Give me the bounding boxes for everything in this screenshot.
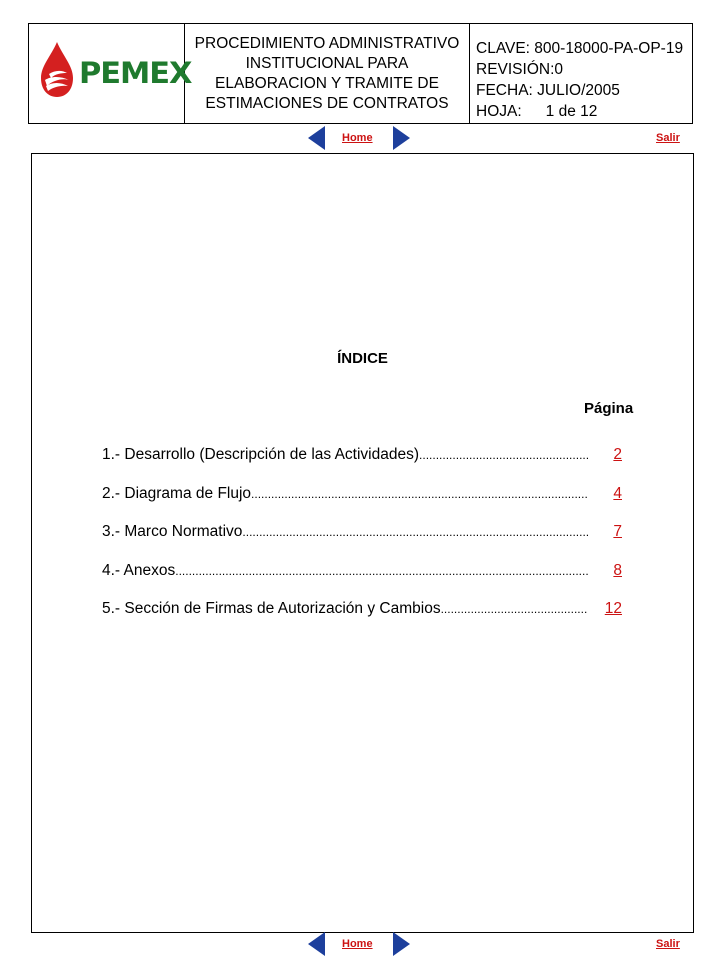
salir-link[interactable]: Salir — [656, 132, 680, 144]
content-frame — [31, 153, 694, 933]
toc-page-link[interactable]: 4 — [613, 484, 622, 502]
clave: CLAVE: 800-18000-PA-OP-19 — [476, 40, 684, 57]
fecha: FECHA: JULIO/2005 — [476, 82, 620, 99]
table-of-contents — [102, 446, 622, 639]
revision: REVISIÓN:0 — [476, 61, 563, 78]
bottom-navigation — [0, 932, 720, 958]
salir-link[interactable]: Salir — [656, 938, 680, 950]
previous-page-arrow-icon[interactable] — [308, 126, 325, 150]
toc-page-link[interactable]: 12 — [604, 600, 622, 617]
toc-item-label: 1.- Desarrollo (Descripción de las Actividades) — [102, 446, 420, 463]
toc-leader-dots — [441, 602, 588, 616]
toc-leader-dots — [175, 564, 588, 578]
document-metadata — [470, 24, 692, 123]
document-header — [28, 23, 693, 124]
toc-item — [102, 485, 622, 524]
next-page-arrow-icon[interactable] — [393, 932, 410, 956]
title-line-1: PROCEDIMIENTO ADMINISTRATIVO — [194, 34, 460, 52]
toc-item — [102, 562, 622, 601]
toc-item-label: 3.- Marco Normativo — [102, 523, 243, 540]
title-line-3: ELABORACION Y TRAMITE DE — [215, 74, 439, 92]
toc-item — [102, 600, 622, 639]
hoja-label: HOJA: — [476, 103, 522, 120]
page-column-header: Página — [584, 400, 634, 417]
procedure-title — [185, 24, 470, 123]
toc-page-link[interactable]: 8 — [613, 561, 622, 579]
title-line-2: INSTITUCIONAL PARA — [245, 54, 409, 72]
home-link[interactable]: Home — [342, 132, 373, 144]
title-line-4: ESTIMACIONES DE CONTRATOS — [205, 94, 449, 112]
index-title: ÍNDICE — [337, 350, 388, 367]
hoja-value: 1 de 12 — [545, 103, 598, 120]
pemex-logo-text: PEMEX — [79, 56, 192, 90]
next-page-arrow-icon[interactable] — [393, 126, 410, 150]
toc-item-label: 4.- Anexos — [102, 561, 176, 579]
toc-leader-dots — [251, 487, 588, 501]
logo-cell — [29, 24, 192, 123]
toc-item — [102, 446, 622, 485]
toc-item-label: 5.- Sección de Firmas de Autorización y Cambios — [102, 600, 441, 617]
top-navigation — [0, 126, 720, 152]
pemex-eagle-logo-icon — [37, 40, 77, 100]
toc-leader-dots — [242, 525, 588, 539]
toc-page-link[interactable]: 7 — [613, 523, 622, 540]
previous-page-arrow-icon[interactable] — [308, 932, 325, 956]
hoja — [476, 101, 692, 122]
toc-page-link[interactable]: 2 — [613, 446, 622, 463]
home-link[interactable]: Home — [342, 938, 373, 950]
toc-leader-dots — [419, 448, 588, 462]
toc-item — [102, 523, 622, 562]
toc-item-label: 2.- Diagrama de Flujo — [102, 484, 252, 502]
